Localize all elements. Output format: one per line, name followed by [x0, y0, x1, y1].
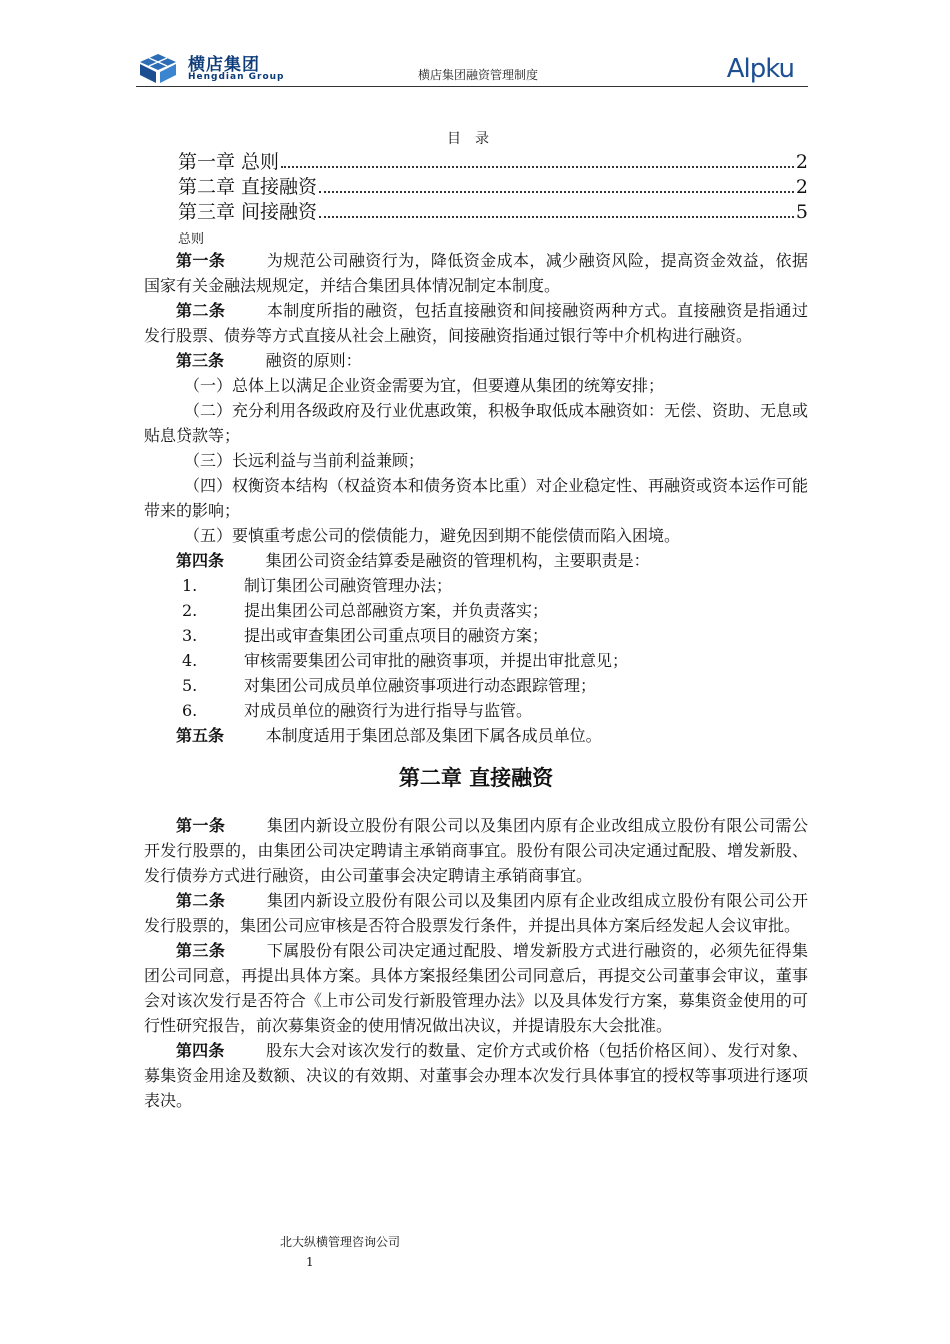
- toc-leader-dots: [319, 216, 794, 218]
- principle-item: （五）要慎重考虑公司的偿债能力，避免因到期不能偿债而陷入困境。: [184, 526, 681, 545]
- duty-text: 提出或审查集团公司重点项目的融资方案；: [244, 626, 549, 645]
- principle-item: （二）充分利用各级政府及行业优惠政策，积极争取低成本融资如：无偿、资助、无息或贴息贷款等；: [144, 401, 809, 445]
- duty-text: 制订集团公司融资管理办法；: [244, 576, 453, 595]
- hengdian-cube-logo-icon: [136, 52, 180, 84]
- section-heading-general: 总则: [178, 232, 205, 247]
- article: [144, 938, 808, 1038]
- article: [144, 298, 808, 348]
- duty-item: [144, 698, 808, 723]
- article-text: 集团公司资金结算委是融资的管理机构，主要职责是：: [265, 551, 650, 570]
- duty-item: [144, 598, 808, 623]
- principle-item: （四）权衡资本结构（权益资本和债务资本比重）对企业稳定性、再融资或资本运作可能带来的影响；: [144, 476, 809, 520]
- article: [144, 548, 808, 573]
- page-number: 1: [306, 1255, 314, 1269]
- footer-company: 北大纵横管理咨询公司: [280, 1235, 401, 1249]
- article-text: 集团内新设立股份有限公司以及集团内原有企业改组成立股份有限公司需公开发行股票的，由集团公司决定聘请主承销商事宜。股份有限公司决定通过配股、增发新股、发行债券方式进行融资，由公司董事会决定聘请主承销商事宜。: [144, 816, 808, 885]
- duty-number: 4.: [182, 651, 198, 670]
- article: [144, 1038, 808, 1113]
- document-body: [144, 248, 808, 1113]
- page-footer: [280, 1232, 400, 1272]
- table-of-contents: [178, 150, 808, 225]
- toc-entry-page: 2: [795, 176, 808, 198]
- article-number: 第五条: [176, 726, 225, 745]
- principle-item: （三）长远利益与当前利益兼顾；: [184, 451, 425, 470]
- toc-entry[interactable]: [178, 150, 808, 175]
- duty-item: [144, 648, 808, 673]
- article-text: 集团内新设立股份有限公司以及集团内原有企业改组成立股份有限公司公开发行股票的，集团公司应审核是否符合股票发行条件，并提出具体方案后经发起人会议审批。: [144, 891, 808, 935]
- article-text: 股东大会对该次发行的数量、定价方式或价格（包括价格区间）、发行对象、募集资金用途及数额、决议的有效期、对董事会办理本次发行具体事宜的授权等事项进行逐项表决。: [144, 1041, 808, 1110]
- article-number: 第三条: [176, 941, 226, 960]
- alpku-logo-text: Alpku: [726, 54, 794, 84]
- toc-entry-label: 第三章 间接融资: [178, 201, 318, 223]
- duty-text: 审核需要集团公司审批的融资事项，并提出审批意见；: [244, 651, 629, 670]
- article: [144, 248, 808, 298]
- duty-item: [144, 573, 808, 598]
- article: [144, 888, 808, 938]
- duty-number: 1.: [182, 576, 198, 595]
- article-number: 第二条: [176, 891, 226, 910]
- article-number: 第三条: [176, 351, 225, 370]
- duty-text: 提出集团公司总部融资方案，并负责落实；: [244, 601, 549, 620]
- toc-leader-dots: [281, 166, 794, 168]
- page-header: [136, 50, 808, 87]
- duty-item: [144, 623, 808, 648]
- logo-english-name: Hengdian Group: [188, 72, 285, 82]
- toc-entry-page: 2: [795, 151, 808, 173]
- article-number: 第一条: [176, 251, 226, 270]
- toc-entry[interactable]: [178, 200, 808, 225]
- duty-number: 2.: [182, 601, 198, 620]
- principle-item: （一）总体上以满足企业资金需要为宜，但要遵从集团的统筹安排；: [184, 376, 665, 395]
- chapter-title: 第二章 直接融资: [398, 766, 554, 790]
- toc-entry-label: 第一章 总则: [178, 151, 280, 173]
- article-number: 第四条: [176, 551, 225, 570]
- article-number: 第四条: [176, 1041, 225, 1060]
- toc-title: 目录: [447, 131, 503, 147]
- article: [144, 348, 808, 373]
- article-text: 下属股份有限公司决定通过配股、增发新股方式进行融资的，必须先征得集团公司同意，再提出具体方案。具体方案报经集团公司同意后，再提交公司董事会审议，董事会对该次发行是否符合《上市公司发行新股管理办法》以及具体发行方案，募集资金使用的可行性研究报告，前次募集资金的使用情况做出决议，并提请股东大会批准。: [144, 941, 808, 1035]
- duty-number: 3.: [182, 626, 198, 645]
- toc-entry[interactable]: [178, 175, 808, 200]
- duty-text: 对集团公司成员单位融资事项进行动态跟踪管理；: [244, 676, 597, 695]
- toc-leader-dots: [319, 191, 794, 193]
- duty-item: [144, 673, 808, 698]
- article-text: 本制度适用于集团总部及集团下属各成员单位。: [265, 726, 602, 745]
- alpku-logo: [727, 54, 794, 84]
- article-text: 融资的原则：: [265, 351, 362, 370]
- logo-chinese-name: 横店集团: [188, 55, 260, 75]
- duty-number: 6.: [182, 701, 198, 720]
- duty-text: 对成员单位的融资行为进行指导与监管。: [244, 701, 533, 720]
- duty-number: 5.: [182, 676, 198, 695]
- header-title: 横店集团融资管理制度: [418, 68, 539, 82]
- article-number: 第一条: [176, 816, 226, 835]
- article: [144, 813, 808, 888]
- toc-entry-label: 第二章 直接融资: [178, 176, 318, 198]
- article-number: 第二条: [176, 301, 226, 320]
- toc-entry-page: 5: [795, 201, 808, 223]
- article-text: 本制度所指的融资，包括直接融资和间接融资两种方式。直接融资是指通过发行股票、债券等方式直接从社会上融资，间接融资指通过银行等中介机构进行融资。: [144, 301, 808, 345]
- article-text: 为规范公司融资行为，降低资金成本，减少融资风险，提高资金效益，依据国家有关金融法规规定，并结合集团具体情况制定本制度。: [144, 251, 808, 295]
- article: [144, 723, 808, 748]
